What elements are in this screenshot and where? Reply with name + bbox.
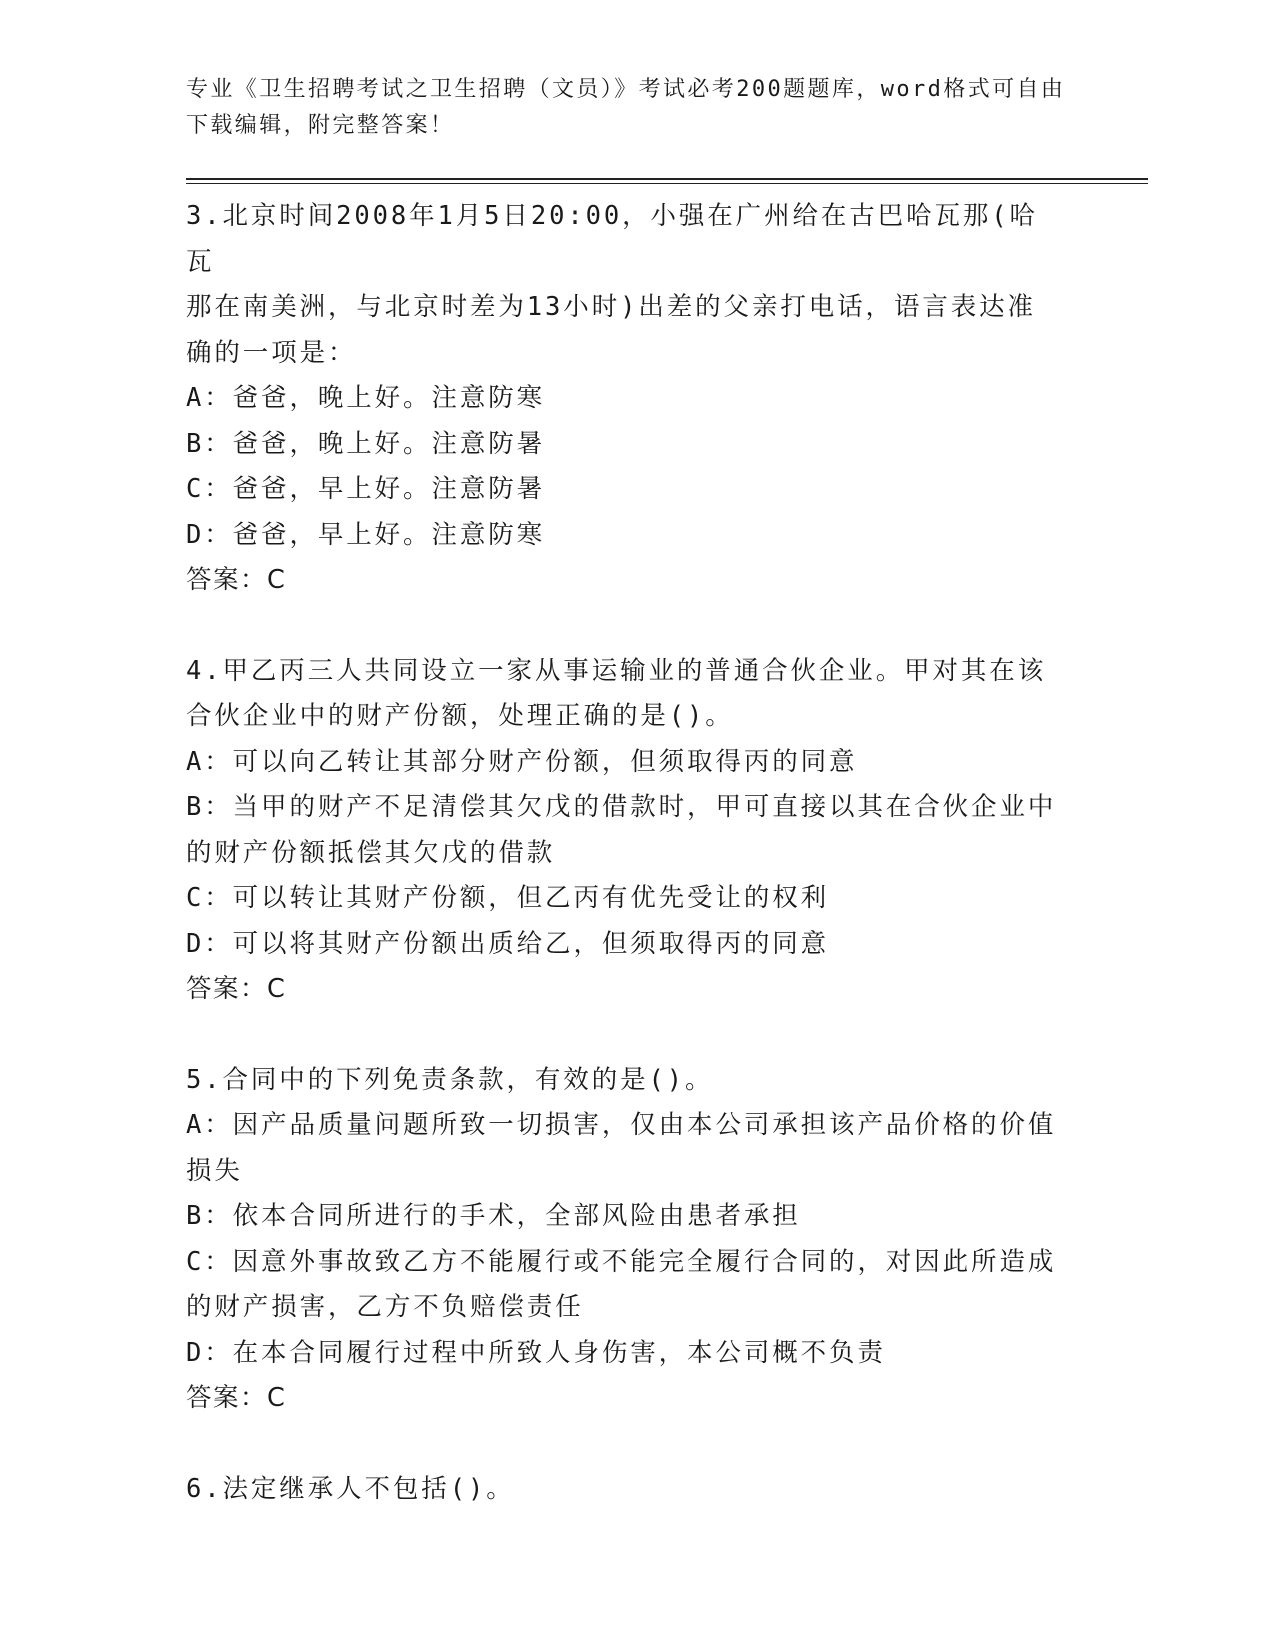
question-stem-line: 5.合同中的下列免责条款，有效的是()。 [186,1064,714,1095]
question-stem-line: 4.甲乙丙三人共同设立一家从事运输业的普通合伙企业。甲对其在该 [186,655,1047,686]
question-stem-line: 3.北京时间2008年1月5日20:00，小强在广州给在古巴哈瓦那(哈瓦 [186,201,1038,277]
question-stem-line: 6.法定继承人不包括()。 [186,1473,515,1504]
document-page [186,72,1146,1557]
question-stem-line: 合伙企业中的财产份额，处理正确的是()。 [186,701,734,731]
header-divider [186,178,1148,184]
option-line: D：爸爸，早上好。注意防寒 [186,519,546,550]
question-block [186,649,1146,1013]
question-stem-line: 那在南美洲，与北京时差为13小时)出差的父亲打电话，语言表达准 [186,292,1036,322]
option-line: C：爸爸，早上好。注意防暑 [186,474,546,504]
option-line: B：当甲的财产不足清偿其欠戊的借款时，甲可直接以其在合伙企业中 [186,792,1057,822]
answer-line: 答案：C [186,974,287,1004]
option-line: 的财产份额抵偿其欠戊的借款 [186,837,556,868]
answer-line: 答案：C [186,565,287,595]
option-line: D：在本合同履行过程中所致人身伤害，本公司概不负责 [186,1337,886,1368]
option-line: C：可以转让其财产份额，但乙丙有优先受让的权利 [186,883,830,913]
question-block [186,1058,1146,1422]
option-line: A：爸爸，晚上好。注意防寒 [186,383,546,413]
option-line: C：因意外事故致乙方不能履行或不能完全履行合同的，对因此所造成 [186,1246,1057,1277]
question-block [186,1467,1146,1513]
option-line: 损失 [186,1155,243,1186]
question-block [186,194,1146,604]
option-line: A：可以向乙转让其部分财产份额，但须取得丙的同意 [186,746,858,777]
option-line: B：依本合同所进行的手术，全部风险由患者承担 [186,1201,801,1231]
option-line: D：可以将其财产份额出质给乙，但须取得丙的同意 [186,928,830,959]
document-header: 专业《卫生招聘考试之卫生招聘（文员）》考试必考200题题库，word格式可自由下载编辑，附完整答案！ [186,77,1066,138]
option-line: B：爸爸，晚上好。注意防暑 [186,428,546,459]
option-line: 的财产损害，乙方不负赔偿责任 [186,1292,584,1322]
answer-line: 答案：C [186,1383,287,1413]
question-list [186,194,1146,1512]
option-line: A：因产品质量问题所致一切损害，仅由本公司承担该产品价格的价值 [186,1110,1057,1140]
question-stem-line: 确的一项是： [186,337,357,368]
